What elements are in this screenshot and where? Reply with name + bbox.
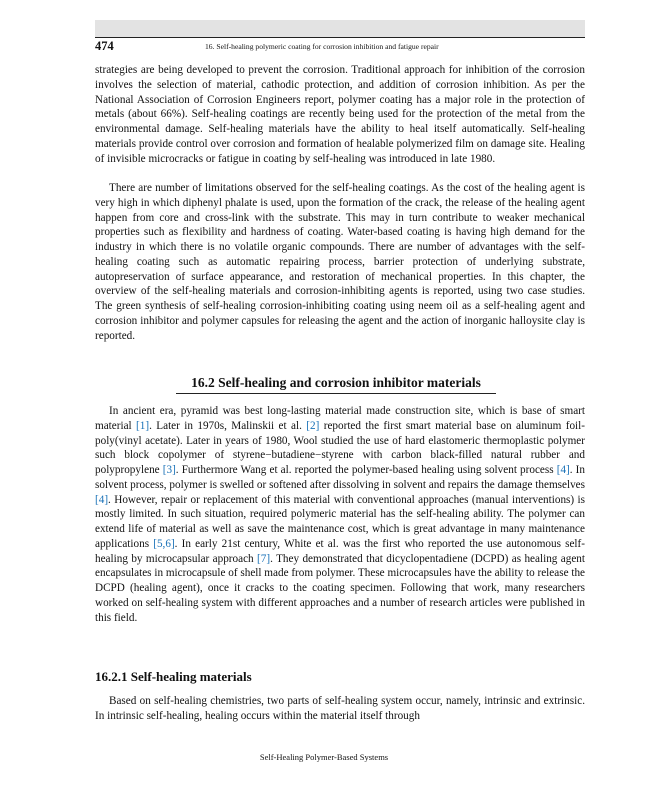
text-run: . However, repair or replacement of this material with conventional approaches (manual interventions) is mostly limited. In such situation, required polymeric material has the self-healing ability. The polymer can extend life of material as well as save the maintenance cost, which is great advantage in many maintenance applications <box>95 493 585 550</box>
citation-link[interactable]: [3] <box>162 464 176 476</box>
text-run: . They demonstrated that dicyclopentadiene (DCPD) as healing agent encapsulates in microcapsule of shell made from polymer. These microcapsules have the ability to release the DCPD (healing agent), once it cracks to the coating specimen. Following that work, many researchers worked on self-healing system with different approaches and a number of research articles were published in this field. <box>95 552 586 624</box>
header-band <box>95 20 585 37</box>
page-header <box>95 37 585 55</box>
subsection-heading: 16.2.1 Self-healing materials <box>95 669 252 684</box>
page-number: 474 <box>95 39 114 53</box>
section-heading: 16.2 Self-healing and corrosion inhibitor materials <box>176 375 496 394</box>
text-run: In ancient era, pyramid was best long-lasting material made construction site, which is base of smart material <box>95 405 585 432</box>
citation-link[interactable]: [4] <box>556 464 570 476</box>
citation-link[interactable]: [7] <box>257 552 271 565</box>
text-run: . Later in 1970s, Malinskii et al. <box>149 419 307 432</box>
text-run: . In early 21st century, White et al. was the first who reported the use autonomous self-healing by microcapsular approach <box>95 537 585 565</box>
citation-link[interactable]: [1] <box>136 419 150 432</box>
paragraph-limitations: There are number of limitations observed for the self-healing coatings. As the cost of the healing agent is very high in which diphenyl phalate is used, upon the formation of the crack, the release of the healing agent happen from core and cross-link with the substrate. This may in turn contribute to weaker mechanical properties such as flexibility and hardness of coating. Water-based coating is having high demand for the industry in which there is no volatile organic compounds. There are number of advantages with the self-healing coating such as automatic repairing process, barrier protection of underlying substrate, autopreservation of surface appearance, and restoration of mechanical properties. In this chapter, the overview of the self-healing materials and corrosion-inhibiting agents is reported, using two case studies. The green synthesis of self-healing corrosion-inhibiting coating using neem oil as a self-healing agent and corrosion inhibitor and polymer capsules for releasing the agent and the action of inorganic halloysite clay is reported. <box>95 182 585 342</box>
citation-link[interactable]: [5,6] <box>153 537 175 550</box>
running-title: 16. Self-healing polymeric coating for corrosion inhibition and fatigue repair <box>205 42 439 51</box>
page-footer: Self-Healing Polymer-Based Systems <box>259 752 389 762</box>
citation-link[interactable]: [4] <box>95 493 109 506</box>
text-run: . Furthermore Wang et al. reported the polymer-based healing using solvent process <box>175 464 557 476</box>
paragraph-history <box>95 404 585 625</box>
paragraph-chemistries: Based on self-healing chemistries, two parts of self-healing system occur, namely, intrinsic and extrinsic. In intrinsic self-healing, healing occurs within the material itself through <box>95 695 585 722</box>
text-run: . In solvent process, polymer is swelled or softened after dissolving in solvent and repairs the damage themselves <box>95 464 585 491</box>
citation-link[interactable]: [2] <box>306 419 320 432</box>
paragraph-intro: strategies are being developed to prevent the corrosion. Traditional approach for inhibition of the corrosion involves the selection of material, cathodic protection, and addition of corrosion inhibition. As per the National Association of Corrosion Engineers report, polymer coating has a major role in the protection of metals (about 66%). Self-healing coatings are recently being used for the protection of the metal from the environmental damage. Self-healing materials have the ability to heal itself automatically. Self-healing materials provide control over corrosion and formation of healable polymerized film on damage site. Healing of invisible microcracks or fatigue in coating by self-healing was introduced in late 1980. <box>95 64 585 165</box>
text-run: reported the first smart material base on aluminum foil-poly(vinyl acetate). Later in years of 1980, Wool studied the use of hard elastomeric thermoplastic polymer such block copolymer of styrene−butadiene−styrene with carbon black-filled natural rubber and polypropylene <box>95 419 585 476</box>
